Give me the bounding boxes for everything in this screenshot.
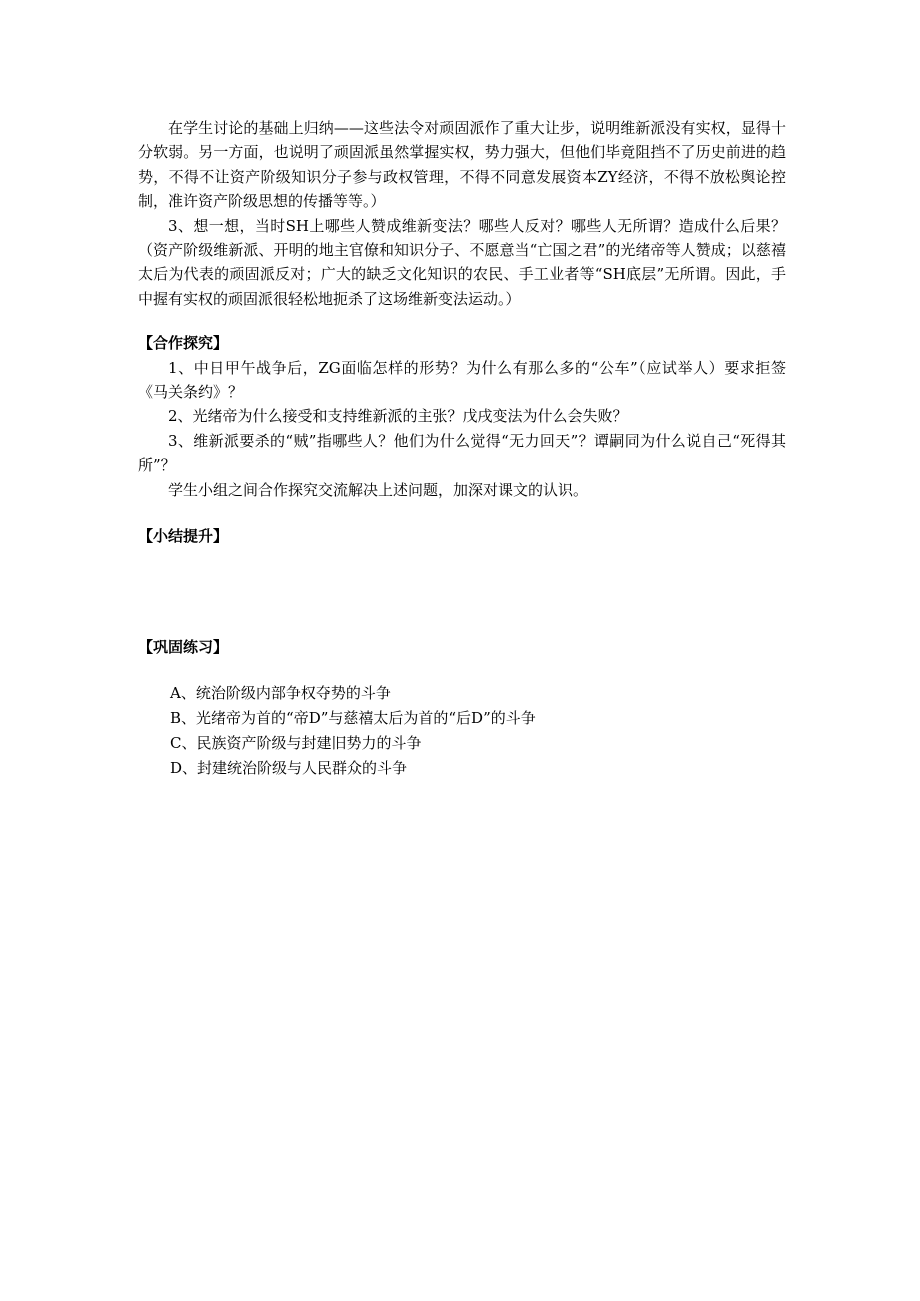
- summary-heading: 【小结提升】: [138, 527, 229, 546]
- option-d: D、封建统治阶级与人民群众的斗争: [170, 758, 408, 777]
- cooperation-question-2: 2、光绪帝为什么接受和支持维新派的主张？戊戌变法为什么会失败？: [168, 407, 628, 426]
- practice-options: [138, 681, 786, 781]
- option-b: B、光绪帝为首的“帝D”与慈禧太后为首的“后D”的斗争: [170, 708, 536, 727]
- document-page: [138, 116, 786, 781]
- option-c: C、民族资产阶级与封建旧势力的斗争: [170, 733, 422, 752]
- intro-paragraph-2: 3、想一想，当时SH上哪些人赞成维新变法？哪些人反对？哪些人无所谓？造成什么后果？（资产阶级维新派、开明的地主官僚和知识分子、不愿意当“亡国之君”的光绪帝等人赞成；以慈禧太后为代表的顽固派反对；广大的缺乏文化知识的农民、手工业者等“SH底层”无所谓。因此，手中握有实权的顽固派很轻松地扼杀了这场维新变法运动。）: [138, 216, 786, 308]
- cooperation-question-3: 3、维新派要杀的“贼”指哪些人？他们为什么觉得“无力回天”？谭嗣同为什么说自己“死得其所”？: [138, 431, 786, 475]
- cooperation-heading: 【合作探究】: [138, 334, 229, 353]
- cooperation-question-1: 1、中日甲午战争后，ZG面临怎样的形势？为什么有那么多的“公车”（应试举人）要求拒签《马关条约》？: [138, 358, 786, 402]
- intro-paragraph-1: 在学生讨论的基础上归纳——这些法令对顽固派作了重大让步，说明维新派没有实权，显得十分软弱。另一方面，也说明了顽固派虽然掌握实权，势力强大，但他们毕竟阻挡不了历史前进的趋势，不得不让资产阶级知识分子参与政权管理，不得不同意发展资本ZY经济，不得不放松舆论控制，准许资产阶级思想的传播等等。）: [138, 119, 786, 211]
- option-a: A、统治阶级内部争权夺势的斗争: [170, 683, 391, 702]
- cooperation-note: 学生小组之间合作探究交流解决上述问题，加深对课文的认识。: [168, 480, 589, 499]
- practice-heading: 【巩固练习】: [138, 637, 229, 656]
